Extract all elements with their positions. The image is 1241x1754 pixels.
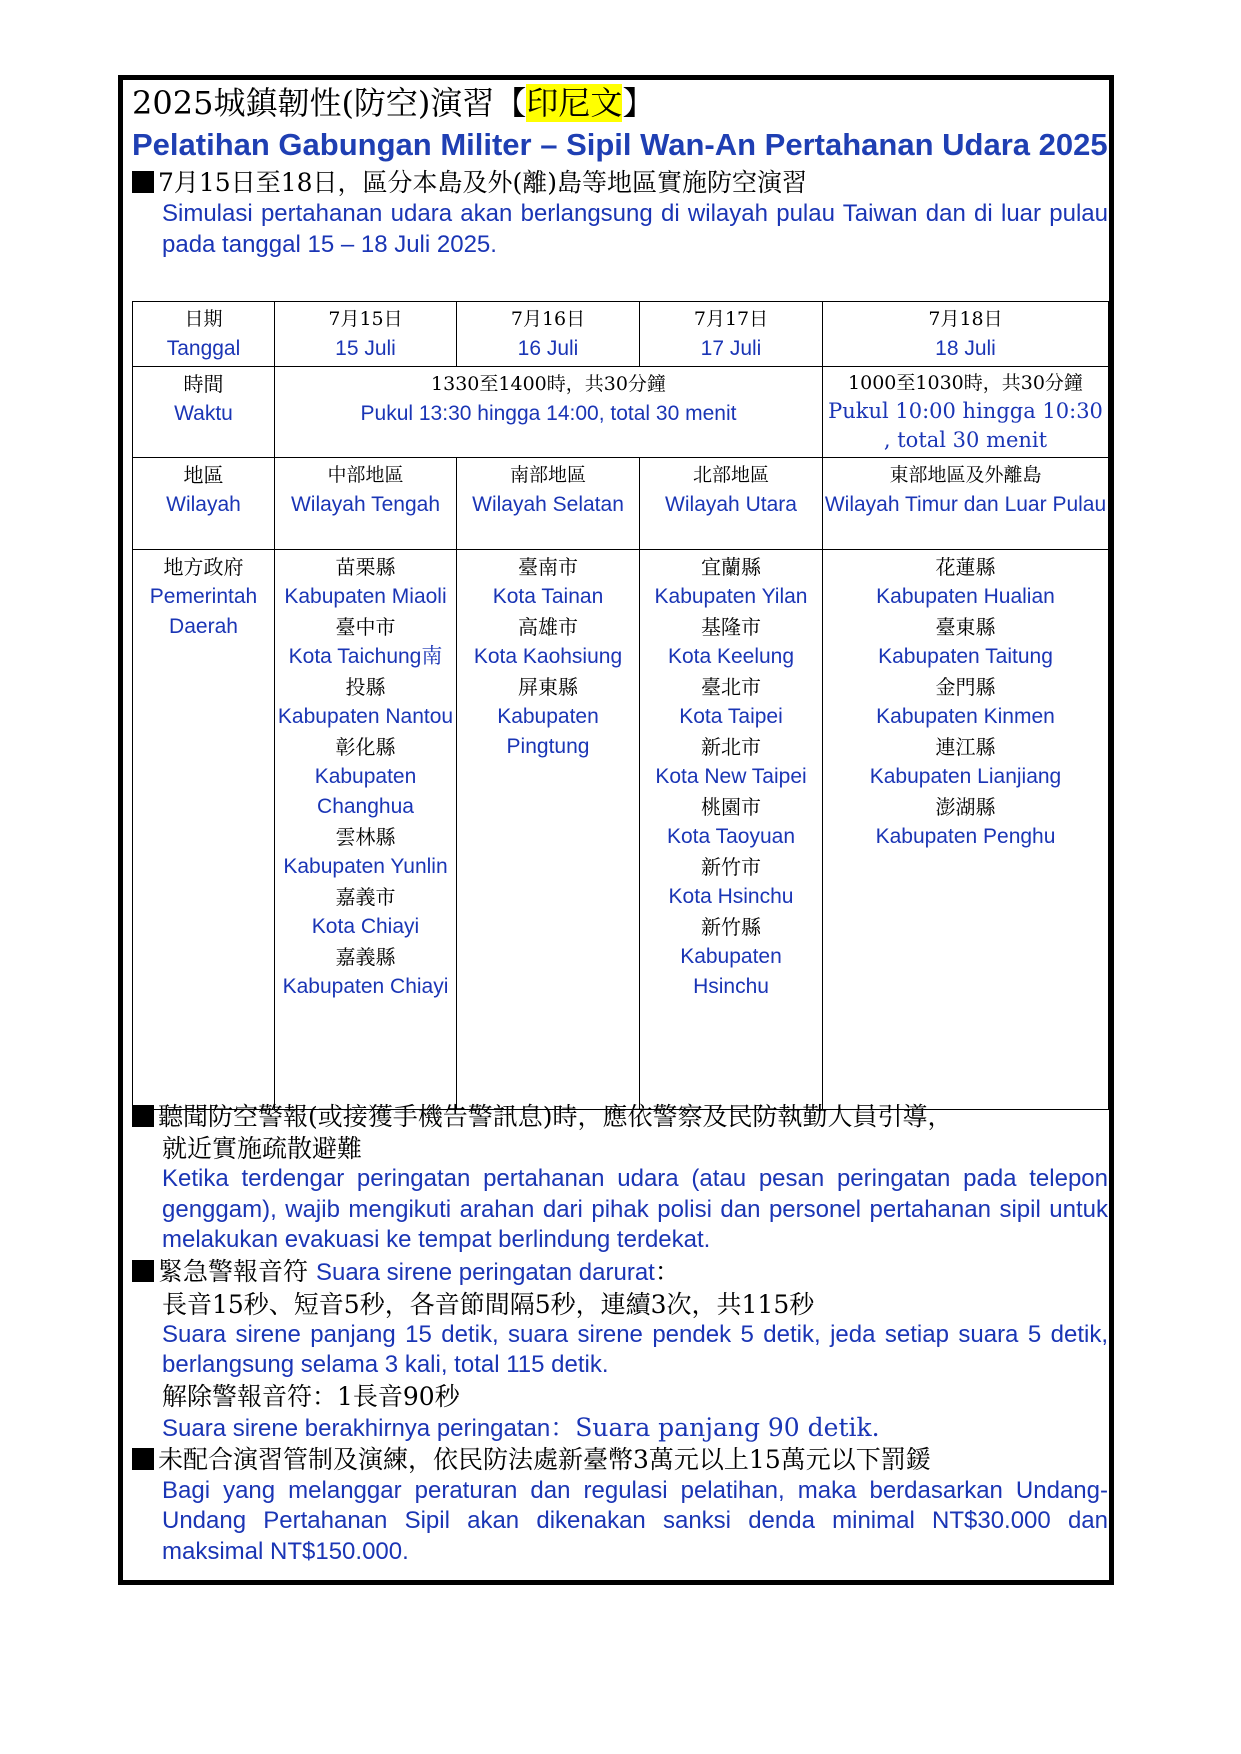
table-row-time: 時間 Waktu 1330至1400時，共30分鐘 Pukul 13:30 hingga 14:00, total 30 menit 1000至1030時，共30分鐘 Pukul 10:00 hingga 10:30 , total 30 menit	[133, 367, 1109, 458]
bullet-square-icon	[132, 1448, 154, 1470]
notice1-indonesian: Ketika terdengar peringatan pertahanan udara (atau pesan peringatan pada telepon genggam), wajib mengikuti arahan dari pihak polisi dan personel pertahanan sipil untuk melakukan evakuasi ke tempat berlindung terdekat.	[162, 1165, 1108, 1253]
notices	[132, 1101, 1108, 1567]
table-row-regions: 地區 Wilayah 中部地區 Wilayah Tengah 南部地區 Wilayah Selatan 北部地區 Wilayah Utara 東部地區及外離島 Wilayah Timur dan Luar Pulau	[133, 458, 1109, 550]
language-highlight: 印尼文	[526, 84, 623, 122]
notice1-chinese: 聽聞防空警報(或接獲手機告警訊息)時，應依警察及民防執勤人員引導，	[132, 1101, 1108, 1133]
gov-list-central: 苗栗縣 Kabupaten Miaoli 臺中市 Kota Taichung南 投縣 Kabupaten Nantou 彰化縣 Kabupaten Changhua 雲林縣 Kabupaten Yunlin 嘉義市 Kota Chiayi 嘉義縣 Kabupaten Chiayi	[275, 550, 457, 1110]
notice3-indonesian: Bagi yang melanggar peraturan dan regulasi pelatihan, maka berdasarkan Undang-Undang Pertahanan Sipil akan dikenakan sanksi denda minimal NT$30.000 dan maksimal NT$150.000.	[162, 1476, 1108, 1565]
schedule-table	[132, 301, 1109, 1110]
intro-chinese: 7月15日至18日，區分本島及外(離)島等地區實施防空演習	[132, 167, 1108, 199]
notice3-chinese: 未配合演習管制及演練，依民防法處新臺幣3萬元以上15萬元以下罰鍰	[132, 1444, 1108, 1476]
notice2-indonesian-detail: Suara sirene panjang 15 detik, suara sirene pendek 5 detik, jeda setiap suara 5 detik, berlangsung selama 3 kali, total 115 detik.	[162, 1320, 1108, 1378]
gov-list-east: 花蓮縣 Kabupaten Hualian 臺東縣 Kabupaten Taitung 金門縣 Kabupaten Kinmen 連江縣 Kabupaten Lianjiang 澎湖縣 Kabupaten Penghu	[823, 550, 1109, 1110]
table-row-dates: 日期 Tanggal 7月15日 15 Juli 7月16日 16 Juli 7月17日 17 Juli 7月18日 18 Juli	[133, 302, 1109, 367]
table-row-governments: 地方政府 Pemerintah Daerah 苗栗縣 Kabupaten Miaoli 臺中市 Kota Taichung南 投縣 Kabupaten Nantou 彰化縣 Kabupaten Changhua 雲林縣 Kabupaten Yunlin 嘉義市 Kota Chiayi 嘉義縣 Kabupaten Chiayi 臺南市 Kota Tainan 高雄市 Kota Kaohsiung 屏東縣 Kabupaten Pingtung 宜蘭縣 Kabupaten Yilan 基隆市 Kota Keelung 臺北市 Kota Taipei 新北市 Kota New Taipei 桃園市 Kota Taoyuan 新竹市 Kota Hsinchu 新竹縣 Kabupaten Hsinchu 花蓮縣 Kabupaten Hualian 臺東縣 Kabupaten Taitung 金門縣 Kabupaten Kinmen 連江縣 Kabupaten Lianjiang 澎湖縣 Kabupaten Penghu	[133, 550, 1109, 1110]
gov-list-north: 宜蘭縣 Kabupaten Yilan 基隆市 Kota Keelung 臺北市 Kota Taipei 新北市 Kota New Taipei 桃園市 Kota Taoyuan 新竹市 Kota Hsinchu 新竹縣 Kabupaten Hsinchu	[640, 550, 823, 1110]
content	[132, 81, 1108, 260]
bullet-square-icon	[132, 171, 154, 193]
bullet-square-icon	[132, 1105, 154, 1127]
notice1-chinese-cont: 就近實施疏散避難	[162, 1134, 363, 1163]
intro-indonesian: Simulasi pertahanan udara akan berlangsung di wilayah pulau Taiwan dan di luar pulau pada tanggal 15 – 18 Juli 2025.	[162, 200, 1108, 258]
notice2-clear-chinese: 解除警報音符：1長音90秒	[162, 1381, 460, 1411]
gov-list-south: 臺南市 Kota Tainan 高雄市 Kota Kaohsiung 屏東縣 Kabupaten Pingtung	[457, 550, 640, 1110]
title-chinese: 2025城鎮韌性(防空)演習【印尼文】	[132, 84, 655, 122]
notice2-chinese-detail: 長音15秒、短音5秒，各音節間隔5秒，連續3次，共115秒	[162, 1289, 815, 1319]
notice2-clear-indonesian: Suara sirene berakhirnya peringatan：Suara panjang 90 detik.	[162, 1412, 880, 1442]
bullet-square-icon	[132, 1260, 154, 1282]
notice2-heading: 緊急警報音符 Suara sirene peringatan darurat：	[132, 1256, 1108, 1289]
title-indonesian: Pelatihan Gabungan Militer – Sipil Wan-An Pertahanan Udara 2025	[132, 127, 1108, 162]
